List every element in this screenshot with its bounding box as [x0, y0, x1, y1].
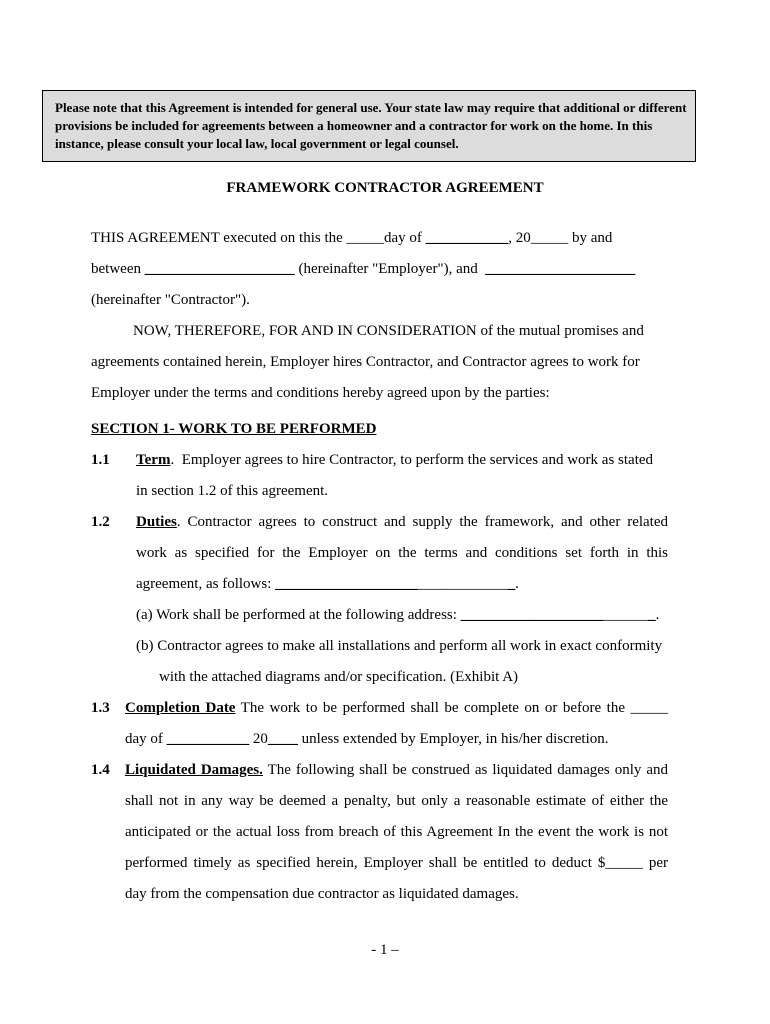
work-address-blank-ext: ______ — [603, 607, 649, 623]
clause-1-4-line-4: performed timely as specified herein, Employer shall be entitled to deduct $_____ per — [125, 855, 668, 871]
consideration-line-3: Employer under the terms and conditions hereby agreed upon by the parties: — [91, 385, 550, 401]
clause-text: . Contractor agrees to construct and supply the framework, and other related — [176, 514, 668, 530]
clause-1-3-line-2 — [125, 729, 609, 749]
period: . — [655, 607, 660, 623]
work-description-blank-ext: ____________ — [417, 576, 508, 592]
document-title: FRAMEWORK CONTRACTOR AGREEMENT — [226, 180, 544, 196]
clause-1-2-item-b-line-2: with the attached diagrams and/or specification. (Exhibit A) — [159, 669, 519, 685]
clause-1-1-line-1 — [136, 450, 653, 470]
intro-text: (hereinafter "Employer"), and — [294, 261, 486, 277]
term-label: Term — [136, 452, 171, 468]
intro-line-3: (hereinafter "Contractor"). — [91, 292, 250, 308]
work-description-blank: ___________________ — [275, 576, 418, 592]
clause-text: 20 — [249, 731, 268, 747]
clause-1-2-line-2: work as specified for the Employer on the terms and conditions set forth in this — [136, 545, 668, 561]
page-number: - 1 – — [371, 942, 399, 958]
clause-1-4-line-2: shall not in any way be deemed a penalty, but only a reasonable estimate of either the — [125, 793, 668, 809]
clause-1-3-line-1 — [125, 698, 668, 718]
clause-number: 1.4 — [91, 762, 110, 778]
blank-end: _ — [648, 607, 656, 623]
clause-1-4-line-3: anticipated or the actual loss from breach of this Agreement In the event the work is not — [125, 824, 668, 840]
completion-year-blank: ____ — [267, 731, 298, 747]
intro-text: THIS AGREEMENT executed on this the _____day of — [91, 230, 426, 246]
period: . — [515, 576, 519, 592]
clause-1-4-line-1 — [125, 760, 668, 780]
clause-text: agreement, as follows: — [136, 576, 276, 592]
clause-1-2-item-b-line-1: (b) Contractor agrees to make all installations and perform all work in exact conformity — [136, 638, 663, 654]
employer-name-blank: ____________________ — [144, 261, 295, 277]
blank-end: _ — [507, 576, 516, 592]
clause-text: . Employer agrees to hire Contractor, to perform the services and work as stated — [170, 452, 654, 468]
intro-line-2 — [91, 259, 635, 279]
clause-text: day of — [125, 731, 167, 747]
general-use-notice-box — [42, 90, 696, 162]
clause-number: 1.2 — [91, 514, 110, 530]
clause-1-2-line-1 — [136, 512, 668, 532]
clause-1-4-line-5: day from the compensation due contractor as liquidated damages. — [125, 886, 519, 902]
liquidated-damages-label: Liquidated Damages. — [125, 762, 263, 778]
clause-text: (a) Work shall be performed at the following address: — [136, 607, 461, 623]
clause-text: The work to be performed shall be complete on or before the _____ — [235, 700, 668, 716]
consideration-line-1: NOW, THEREFORE, FOR AND IN CONSIDERATION of the mutual promises and — [133, 323, 644, 339]
intro-text: between — [91, 261, 145, 277]
notice-text: Please note that this Agreement is intended for general use. Your state law may require that additional or different provisions be included for agreements between a homeowner and a contractor for work on the home. In this instance, please consult your local law, local government or legal counsel. — [55, 100, 687, 151]
clause-text: The following shall be construed as liquidated damages only and — [262, 762, 669, 778]
clause-text: unless extended by Employer, in his/her discretion. — [297, 731, 609, 747]
completion-date-label: Completion Date — [125, 700, 236, 716]
work-address-blank: ___________________ — [460, 607, 604, 623]
clause-number: 1.3 — [91, 700, 110, 716]
month-blank: ___________ — [425, 230, 509, 246]
section-1-heading: SECTION 1- WORK TO BE PERFORMED — [91, 421, 377, 437]
clause-1-2-line-3 — [136, 574, 519, 594]
clause-1-1-line-2: in section 1.2 of this agreement. — [136, 483, 329, 499]
intro-line-1 — [91, 228, 612, 248]
duties-label: Duties — [136, 514, 177, 530]
completion-month-blank: ___________ — [166, 731, 250, 747]
clause-1-2-item-a — [136, 605, 659, 625]
clause-number: 1.1 — [91, 452, 110, 468]
intro-text: , 20_____ by and — [508, 230, 613, 246]
contractor-name-blank: ____________________ — [485, 261, 636, 277]
consideration-line-2: agreements contained herein, Employer hires Contractor, and Contractor agrees to work for — [91, 354, 640, 370]
